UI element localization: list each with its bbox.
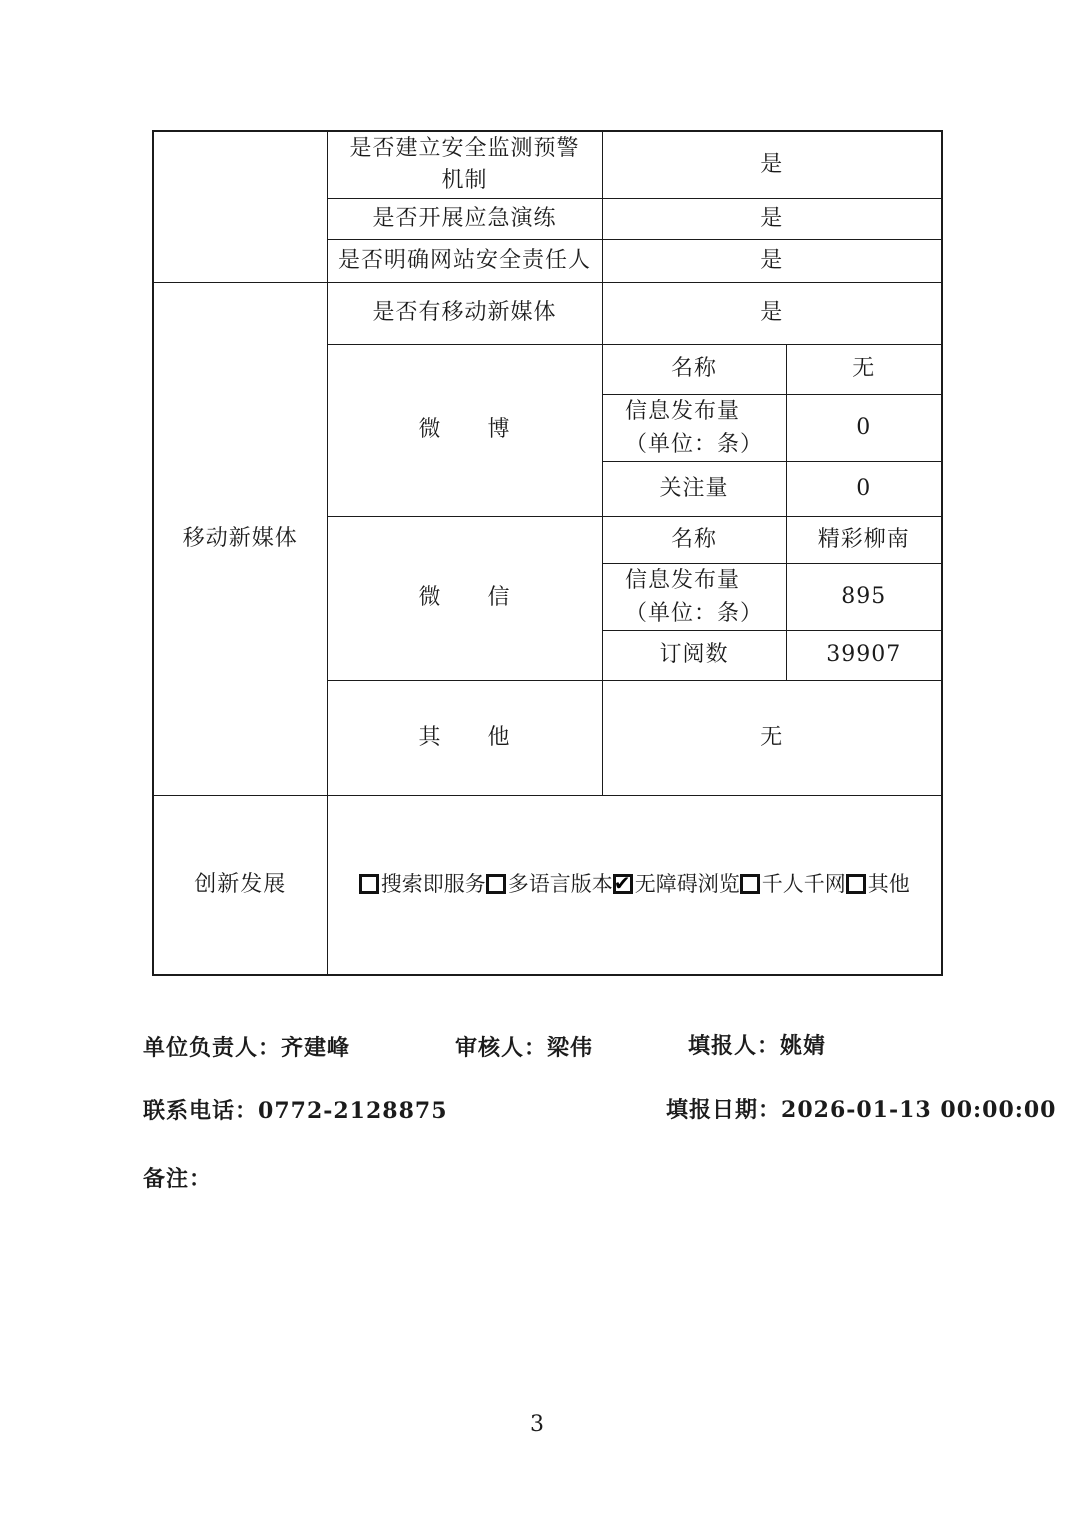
weibo-posts-line1: 信息发布量 [624,398,740,424]
other-media-label: 其 他 [327,680,602,795]
wechat-name-value: 精彩柳南 [786,516,942,563]
checkbox-qianren[interactable] [740,874,760,894]
category-cell-empty [153,131,327,282]
security-q3-value: 是 [602,239,942,282]
category-innovation: 创新发展 [153,795,327,975]
weibo-posts-line2: （单位：条） [624,431,763,457]
wechat-name-label: 名称 [602,516,786,563]
weibo-name-value: 无 [786,344,942,394]
security-q1-line1: 是否建立安全监测预警 [349,135,580,161]
unit-head-line [143,1031,350,1062]
option-multilingual [486,872,613,896]
has-mobile-label: 是否有移动新媒体 [327,282,602,344]
weibo-posts-label [602,394,786,461]
checkbox-multilingual[interactable] [486,874,506,894]
report-table [152,130,943,976]
weibo-posts-value: 0 [786,394,942,461]
table-row [153,795,942,975]
option-accessibility [613,872,740,896]
table-row [153,282,942,344]
option-qianren-label: 千人千网 [761,871,846,896]
option-multilingual-label: 多语言版本 [507,871,613,896]
weibo-followers-label: 关注量 [602,461,786,516]
remark-line [143,1162,212,1193]
page-number: 3 [530,1412,544,1437]
checkbox-search-service[interactable] [359,874,379,894]
option-accessibility-label: 无障碍浏览 [634,871,740,896]
category-mobile-media: 移动新媒体 [153,282,327,795]
option-search-service [359,872,486,896]
security-q1-value: 是 [602,131,942,198]
filler-line [688,1029,826,1060]
remark-label: 备注： [143,1166,213,1192]
filler-name: 姚婧 [780,1033,827,1059]
wechat-subscribers-label: 订阅数 [602,630,786,680]
option-search-service-label: 搜索即服务 [380,871,486,896]
unit-head-label: 单位负责人： [143,1035,282,1061]
option-qianren [740,872,846,896]
other-media-value: 无 [602,680,942,795]
date-label: 填报日期： [666,1097,782,1123]
weibo-label: 微 博 [327,344,602,516]
unit-head-name: 齐建峰 [281,1035,351,1061]
phone-value: 0772-2128875 [258,1098,448,1124]
weibo-name-label: 名称 [602,344,786,394]
phone-line [143,1094,448,1125]
option-other [846,872,910,896]
has-mobile-value: 是 [602,282,942,344]
wechat-posts-label [602,563,786,630]
reviewer-label: 审核人： [455,1035,548,1061]
wechat-label: 微 信 [327,516,602,680]
filler-label: 填报人： [688,1033,781,1059]
innovation-options-cell [327,795,942,975]
checkbox-accessibility[interactable] [613,874,633,894]
weibo-followers-value: 0 [786,461,942,516]
security-q2-label: 是否开展应急演练 [327,198,602,239]
wechat-subscribers-value: 39907 [786,630,942,680]
security-q2-value: 是 [602,198,942,239]
reviewer-name: 梁伟 [547,1035,594,1061]
wechat-posts-line2: （单位：条） [624,600,763,626]
security-q3-label: 是否明确网站安全责任人 [327,239,602,282]
phone-label: 联系电话： [143,1098,259,1124]
option-other-label: 其他 [867,871,910,896]
table-row [153,131,942,198]
wechat-posts-value: 895 [786,563,942,630]
checkbox-other[interactable] [846,874,866,894]
security-q1-label [327,131,602,198]
security-q1-line2: 机制 [441,167,488,193]
date-value: 2026-01-13 00:00:00 [781,1097,1057,1123]
wechat-posts-line1: 信息发布量 [624,567,740,593]
reviewer-line [455,1031,593,1062]
date-line [666,1093,1057,1124]
